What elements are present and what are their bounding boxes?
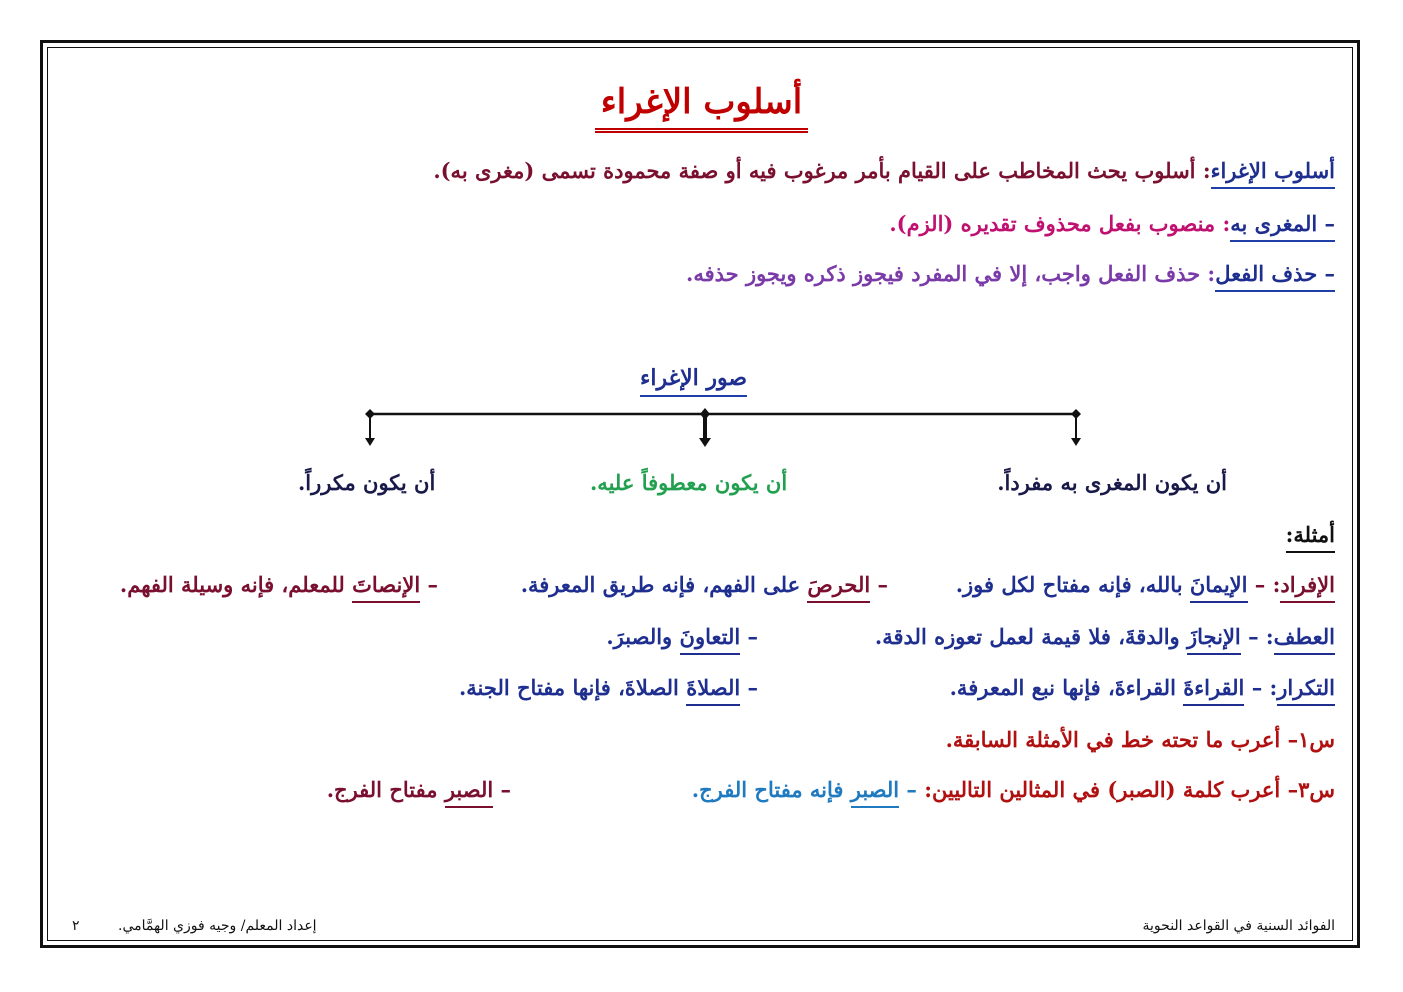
question-3: س٣– أعرب كلمة (الصبر) في المثالين التاليين: – الصبر فإنه مفتاح الفرج.: [692, 777, 1335, 802]
atf-word-1: الإنجازَ: [1187, 624, 1241, 655]
rule1-term: – المغرى به: [1230, 211, 1335, 242]
examples-heading: أمثلة:: [1286, 522, 1335, 547]
q3-word-2: الصبر: [445, 777, 493, 808]
footer-page-number: ٢: [72, 918, 80, 934]
example-takrar-2: – الصلاةَ الصلاةَ، فإنها مفتاح الجنة.: [459, 675, 758, 700]
forms-title: صور الإغراء: [640, 365, 747, 391]
tree-arrow-middle: [699, 438, 711, 447]
form-item-mufrad: أن يكون المغرى به مفرداً.: [997, 470, 1227, 495]
rule2-term: – حذف الفعل: [1215, 261, 1335, 292]
ifrad-word-3: الإنصاتَ: [352, 572, 420, 603]
example-takrar-1: التكرار: – القراءةَ القراءةَ، فإنها نبع المعرفة.: [950, 675, 1335, 700]
takrar-label: التكرار: [1277, 675, 1335, 706]
tree-arrow-right: [1071, 438, 1081, 446]
definition-line: [433, 158, 1335, 183]
rule-hadhf-alfiil: [686, 261, 1335, 286]
forms-tree-diagram: [360, 405, 1090, 455]
atf-word-2: التعاونَ: [680, 624, 741, 655]
ifrad-word-1: الإيمانَ: [1190, 572, 1248, 603]
example-ifrad-1: الإفراد: – الإيمانَ بالله، فإنه مفتاح لكل فوز.: [956, 572, 1335, 597]
example-ifrad-2: – الحرصَ على الفهم، فإنه طريق المعرفة.: [521, 572, 888, 597]
atf-label: العطف: [1274, 624, 1335, 655]
question-1: س١– أعرب ما تحته خط في الأمثلة السابقة.: [945, 727, 1335, 752]
rule2-text: : حذف الفعل واجب، إلا في المفرد فيجوز ذكره ويجوز حذفه.: [686, 261, 1216, 286]
ifrad-word-2: الحرصَ: [807, 572, 870, 603]
footer-book-title: الفوائد السنية في القواعد النحوية: [1142, 918, 1335, 934]
page-title: أسلوب الإغراء: [0, 82, 1403, 133]
tree-arrow-left: [365, 438, 375, 446]
q3-word-1: الصبر: [851, 777, 899, 808]
ifrad-label: الإفراد: [1280, 572, 1335, 603]
form-item-mukarrar: أن يكون مكرراً.: [298, 470, 436, 495]
rule1-text: : منصوب بفعل محذوف تقديره (الزم).: [889, 211, 1231, 236]
definition-text: : أسلوب يحث المخاطب على القيام بأمر مرغوب فيه أو صفة محمودة تسمى (مغرى به).: [433, 158, 1211, 183]
takrar-word-2: الصلاةَ: [686, 675, 740, 706]
definition-term: أسلوب الإغراء: [1211, 158, 1335, 189]
question-3-example-2: – الصبر مفتاح الفرج.: [327, 777, 511, 802]
footer-author: إعداد المعلم/ وجيه فوزي الهمَّامي.: [118, 918, 317, 934]
example-ifrad-3: – الإنصاتَ للمعلم، فإنه وسيلة الفهم.: [120, 572, 438, 597]
takrar-word-1: القراءةَ: [1183, 675, 1244, 706]
rule-mughra-bih: [889, 211, 1335, 236]
form-item-maatouf: أن يكون معطوفاً عليه.: [590, 470, 788, 495]
example-atf-1: العطف: – الإنجازَ والدقةَ، فلا قيمة لعمل تعوزه الدقة.: [875, 624, 1335, 649]
example-atf-2: – التعاونَ والصبرَ.: [606, 624, 758, 649]
